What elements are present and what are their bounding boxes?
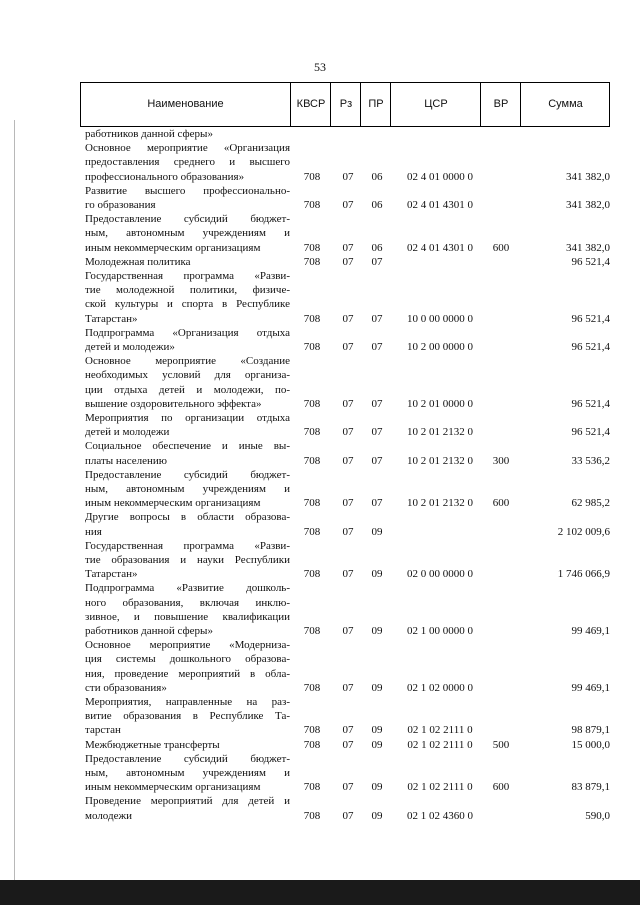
row-csr: 02 1 02 2111 0 (407, 724, 473, 737)
row-name-line: ния, проведение мероприятий в обла- (85, 667, 290, 680)
row-rz: 07 (342, 340, 354, 353)
row-sum: 96 521,4 (571, 397, 610, 410)
row-name-line: детей и молодежи» (85, 341, 175, 353)
row-name-line: вышение оздоровительного эффекта» (85, 397, 262, 410)
row-rz: 07 (342, 454, 354, 467)
row-csr: 10 2 01 0000 0 (407, 397, 473, 410)
row-csr: 02 0 00 0000 0 (407, 568, 473, 581)
row-vr: 500 (492, 738, 510, 751)
row-rz: 07 (342, 681, 354, 694)
row-csr: 10 2 01 2132 0 (407, 426, 473, 439)
table-row (0, 794, 640, 822)
column-header-kvsr: КВСР (290, 83, 331, 126)
row-name-line: Основное мероприятие «Создание (85, 355, 290, 368)
row-name (85, 794, 290, 822)
row-rz: 07 (342, 738, 354, 751)
row-kvsr: 708 (303, 312, 321, 325)
row-pr: 09 (371, 724, 383, 737)
row-name-line: платы населению (85, 454, 167, 467)
row-name-line: иным некоммерческим организациям (85, 497, 261, 510)
table-row (0, 354, 640, 411)
row-pr: 09 (371, 525, 383, 538)
row-name-line: ным, автономным учреждениям и (85, 767, 290, 779)
row-pr: 07 (371, 312, 383, 325)
row-sum: 15 000,0 (571, 738, 610, 751)
row-name-line: Основное мероприятие «Организация (85, 142, 290, 155)
row-name-line: Государственная программа «Разви- (85, 539, 290, 552)
row-name-line: Проведение мероприятий для детей и (85, 795, 290, 808)
row-rz: 07 (342, 397, 354, 410)
row-name (85, 184, 290, 212)
row-rz: 07 (342, 525, 354, 538)
column-header-rz: Рз (330, 83, 361, 126)
row-sum: 99 469,1 (571, 681, 610, 694)
row-kvsr: 708 (303, 624, 321, 637)
row-rz: 07 (342, 781, 354, 794)
row-name-line: Татарстан» (85, 568, 138, 581)
row-name-line: Подпрограмма «Развитие дошколь- (85, 582, 290, 595)
row-csr: 10 2 01 2132 0 (407, 497, 473, 510)
row-name-line: детей и молодежи (85, 426, 170, 439)
row-sum: 341 382,0 (566, 198, 610, 211)
row-rz: 07 (342, 497, 354, 510)
row-sum: 96 521,4 (571, 255, 610, 268)
row-kvsr: 708 (303, 781, 321, 794)
row-kvsr: 708 (303, 724, 321, 737)
row-name (85, 354, 290, 411)
row-csr: 02 4 01 4301 0 (407, 241, 473, 254)
row-name-line: молодежи (85, 809, 132, 822)
row-sum: 96 521,4 (571, 426, 610, 439)
row-name-line: иным некоммерческим организациям (85, 241, 261, 254)
row-name (85, 141, 290, 184)
row-pr: 06 (371, 198, 383, 211)
table-row (0, 468, 640, 511)
row-kvsr: 708 (303, 681, 321, 694)
row-sum: 96 521,4 (571, 312, 610, 325)
table-row (0, 752, 640, 795)
row-name (85, 439, 290, 467)
row-name (85, 255, 290, 269)
row-pr: 07 (371, 497, 383, 510)
row-name-line: тие молодежной политики, физиче- (85, 284, 290, 297)
row-pr: 07 (371, 340, 383, 353)
row-kvsr: 708 (303, 738, 321, 751)
row-name (85, 752, 290, 795)
row-name-line: Подпрограмма «Организация отдыха (85, 326, 290, 339)
row-rz: 07 (342, 241, 354, 254)
row-name (85, 695, 290, 738)
row-name-line: ным, автономным учреждениям и (85, 483, 290, 495)
row-rz: 07 (342, 312, 354, 325)
row-name-line: Татарстан» (85, 312, 138, 325)
table-row (0, 141, 640, 184)
table-row (0, 255, 640, 269)
row-rz: 07 (342, 724, 354, 737)
row-name-line: ской культуры и спорта в Республике (85, 298, 290, 311)
row-name-line: Предоставление субсидий бюджет- (85, 213, 290, 226)
table-row (0, 184, 640, 212)
row-sum: 83 879,1 (571, 781, 610, 794)
row-kvsr: 708 (303, 454, 321, 467)
row-name-line: зивное, и повышение квалификации (85, 610, 290, 623)
row-csr: 02 1 02 4360 0 (407, 809, 473, 822)
row-pr: 09 (371, 781, 383, 794)
row-name (85, 127, 290, 141)
row-kvsr: 708 (303, 241, 321, 254)
row-vr: 300 (492, 454, 510, 467)
row-kvsr: 708 (303, 255, 321, 268)
column-header-pr: ПР (360, 83, 391, 126)
table-row (0, 539, 640, 582)
row-name (85, 510, 290, 538)
row-kvsr: 708 (303, 525, 321, 538)
row-kvsr: 708 (303, 170, 321, 183)
row-rz: 07 (342, 198, 354, 211)
row-sum: 33 536,2 (571, 454, 610, 467)
row-sum: 62 985,2 (571, 497, 610, 510)
row-rz: 07 (342, 426, 354, 439)
row-name-line: работников данной сферы» (85, 128, 213, 140)
row-vr: 600 (492, 497, 510, 510)
row-name-line: Развитие высшего профессионально- (85, 184, 290, 197)
row-name-line: Мероприятия, направленные на раз- (85, 696, 290, 708)
row-name-line: го образования (85, 199, 156, 211)
row-pr: 07 (371, 426, 383, 439)
row-name-line: Предоставление субсидий бюджет- (85, 468, 290, 481)
row-sum: 2 102 009,6 (557, 525, 610, 538)
row-name-line: Предоставление субсидий бюджет- (85, 752, 290, 765)
row-name-line: сти образования» (85, 681, 167, 694)
row-kvsr: 708 (303, 340, 321, 353)
column-header-csr: ЦСР (390, 83, 481, 126)
row-kvsr: 708 (303, 568, 321, 581)
row-sum: 341 382,0 (566, 241, 610, 254)
row-name-line: Государственная программа «Разви- (85, 270, 290, 282)
row-csr: 02 1 02 0000 0 (407, 681, 473, 694)
row-rz: 07 (342, 624, 354, 637)
row-name-line: тарстан (85, 724, 121, 737)
row-name (85, 738, 290, 752)
row-name-line: Другие вопросы в области образова- (85, 511, 290, 524)
row-kvsr: 708 (303, 397, 321, 410)
row-kvsr: 708 (303, 426, 321, 439)
row-name-line: ния (85, 525, 102, 538)
row-pr: 07 (371, 255, 383, 268)
row-pr: 07 (371, 454, 383, 467)
row-vr: 600 (492, 781, 510, 794)
row-pr: 09 (371, 624, 383, 637)
row-name-line: Межбюджетные трансферты (85, 738, 220, 751)
table-row (0, 439, 640, 467)
row-sum: 96 521,4 (571, 340, 610, 353)
row-name (85, 326, 290, 354)
column-header-sum: Сумма (520, 83, 610, 126)
row-pr: 09 (371, 568, 383, 581)
column-header-name: Наименование (147, 98, 224, 110)
scan-bottom-bar (0, 880, 640, 905)
row-name-line: Социальное обеспечение и иные вы- (85, 440, 290, 453)
row-name (85, 212, 290, 255)
table-row (0, 127, 640, 141)
row-pr: 09 (371, 809, 383, 822)
row-kvsr: 708 (303, 497, 321, 510)
row-name-line: ция системы дошкольного образова- (85, 653, 290, 666)
row-name-line: ного образования, включая инклю- (85, 596, 290, 609)
row-csr: 02 1 02 2111 0 (407, 738, 473, 751)
row-kvsr: 708 (303, 198, 321, 211)
row-csr: 02 4 01 4301 0 (407, 198, 473, 211)
row-name (85, 638, 290, 695)
table-header (80, 82, 610, 127)
row-name (85, 581, 290, 638)
table-row (0, 326, 640, 354)
row-csr: 02 1 02 2111 0 (407, 781, 473, 794)
row-name (85, 269, 290, 326)
table-row (0, 411, 640, 439)
row-csr: 02 4 01 0000 0 (407, 170, 473, 183)
row-kvsr: 708 (303, 809, 321, 822)
table-row (0, 212, 640, 255)
row-csr: 02 1 00 0000 0 (407, 624, 473, 637)
row-sum: 1 746 066,9 (557, 568, 610, 581)
table-row (0, 738, 640, 752)
table-row (0, 581, 640, 638)
table-row (0, 638, 640, 695)
row-name (85, 411, 290, 439)
page-number: 53 (314, 60, 326, 74)
row-csr: 10 2 01 2132 0 (407, 454, 473, 467)
table-row (0, 695, 640, 738)
row-name-line: работников данной сферы» (85, 625, 213, 637)
table-row (0, 269, 640, 326)
table-row (0, 510, 640, 538)
row-pr: 09 (371, 738, 383, 751)
row-name-line: иным некоммерческим организациям (85, 781, 261, 794)
row-csr: 10 2 00 0000 0 (407, 340, 473, 353)
row-name-line: Молодежная политика (85, 255, 191, 268)
row-name-line: витие образования в Республике Та- (85, 710, 290, 723)
row-pr: 09 (371, 681, 383, 694)
row-sum: 99 469,1 (571, 624, 610, 637)
column-header-vr: ВР (480, 83, 521, 126)
row-sum: 590,0 (585, 809, 610, 822)
row-rz: 07 (342, 568, 354, 581)
row-name-line: профессионального образования» (85, 170, 245, 183)
row-rz: 07 (342, 170, 354, 183)
row-rz: 07 (342, 255, 354, 268)
row-name-line: ным, автономным учреждениям и (85, 227, 290, 240)
row-rz: 07 (342, 809, 354, 822)
row-pr: 07 (371, 397, 383, 410)
row-name-line: тие образования и науки Республики (85, 554, 290, 566)
row-name (85, 539, 290, 582)
row-name-line: Мероприятия по организации отдыха (85, 412, 290, 424)
row-vr: 600 (492, 241, 510, 254)
row-name-line: предоставления среднего и высшего (85, 156, 290, 169)
row-pr: 06 (371, 241, 383, 254)
row-csr: 10 0 00 0000 0 (407, 312, 473, 325)
row-name (85, 468, 290, 511)
row-name-line: Основное мероприятие «Модерниза- (85, 639, 290, 652)
row-pr: 06 (371, 170, 383, 183)
row-name-line: ции отдыха детей и молодежи, по- (85, 383, 290, 396)
row-sum: 98 879,1 (571, 724, 610, 737)
row-sum: 341 382,0 (566, 170, 610, 183)
row-name-line: необходимых условий для организа- (85, 369, 290, 382)
